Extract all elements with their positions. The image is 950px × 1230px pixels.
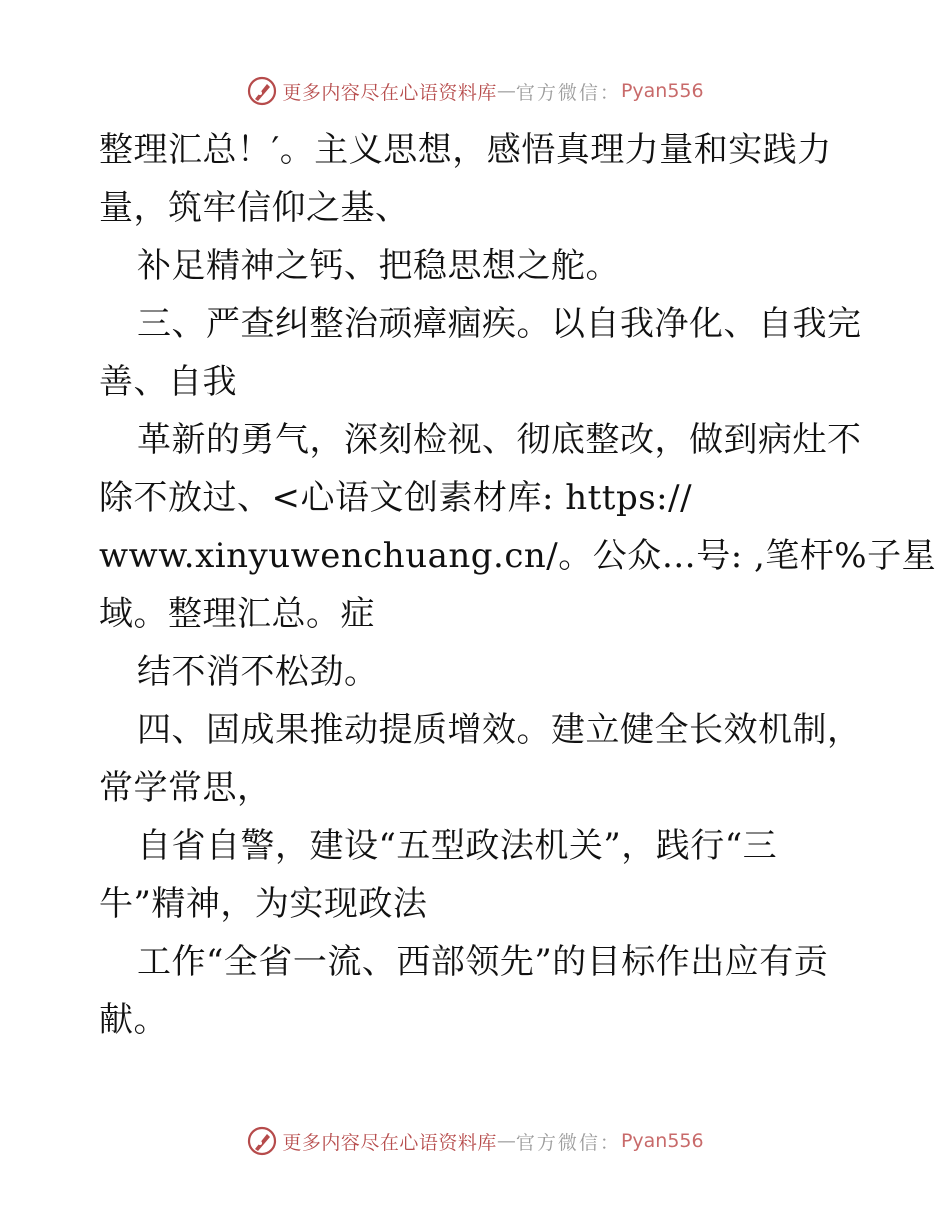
body-line: 三、严查纠整治顽瘴痼疾。以自我净化、自我完	[137, 304, 862, 344]
banner-main-text: 更多内容尽在心语资料库	[282, 1131, 497, 1154]
banner-dash: —	[496, 1130, 516, 1152]
body-line: 域。整理汇总。症	[99, 594, 375, 634]
body-line: 常学常思，	[99, 768, 272, 808]
body-line: 工作“全省一流、西部领先”的目标作出应有贡	[137, 942, 829, 982]
body-line: 善、自我	[99, 362, 237, 402]
body-line: 量，筑牢信仰之基、	[99, 188, 410, 228]
body-line: 结不消不松劲。	[137, 652, 379, 692]
body-line: 牛”精神，为实现政法	[99, 884, 428, 924]
footer-banner	[0, 1121, 950, 1161]
body-line: 补足精神之钙、把稳思想之舵。	[137, 246, 620, 286]
header-banner	[0, 71, 950, 111]
body-line: 四、固成果推动提质增效。建立健全长效机制，	[137, 710, 862, 750]
banner-label: 官方微信：	[515, 1131, 621, 1154]
body-line: www.xinyuwenchuang.cn/。公众…号: ,笔杆%子星	[99, 536, 937, 576]
banner-label: 官方微信：	[515, 81, 621, 104]
quill-logo-icon	[246, 1125, 278, 1157]
body-line: 献。	[99, 1000, 168, 1040]
banner-wechat-id: Pyan556	[620, 80, 704, 102]
quill-logo-icon	[246, 75, 278, 107]
banner-wechat-id: Pyan556	[620, 1130, 704, 1152]
document-body	[99, 121, 937, 1049]
banner-main-text: 更多内容尽在心语资料库	[282, 81, 497, 104]
body-line: 整理汇总！′。主义思想，感悟真理力量和实践力	[99, 130, 832, 170]
body-line: 革新的勇气，深刻检视、彻底整改，做到病灶不	[137, 420, 862, 460]
banner-dash: —	[496, 80, 516, 102]
body-line: 除不放过、<心语文创素材库: https://	[99, 478, 693, 518]
body-line: 自省自警，建设“五型政法机关”，践行“三	[137, 826, 778, 866]
